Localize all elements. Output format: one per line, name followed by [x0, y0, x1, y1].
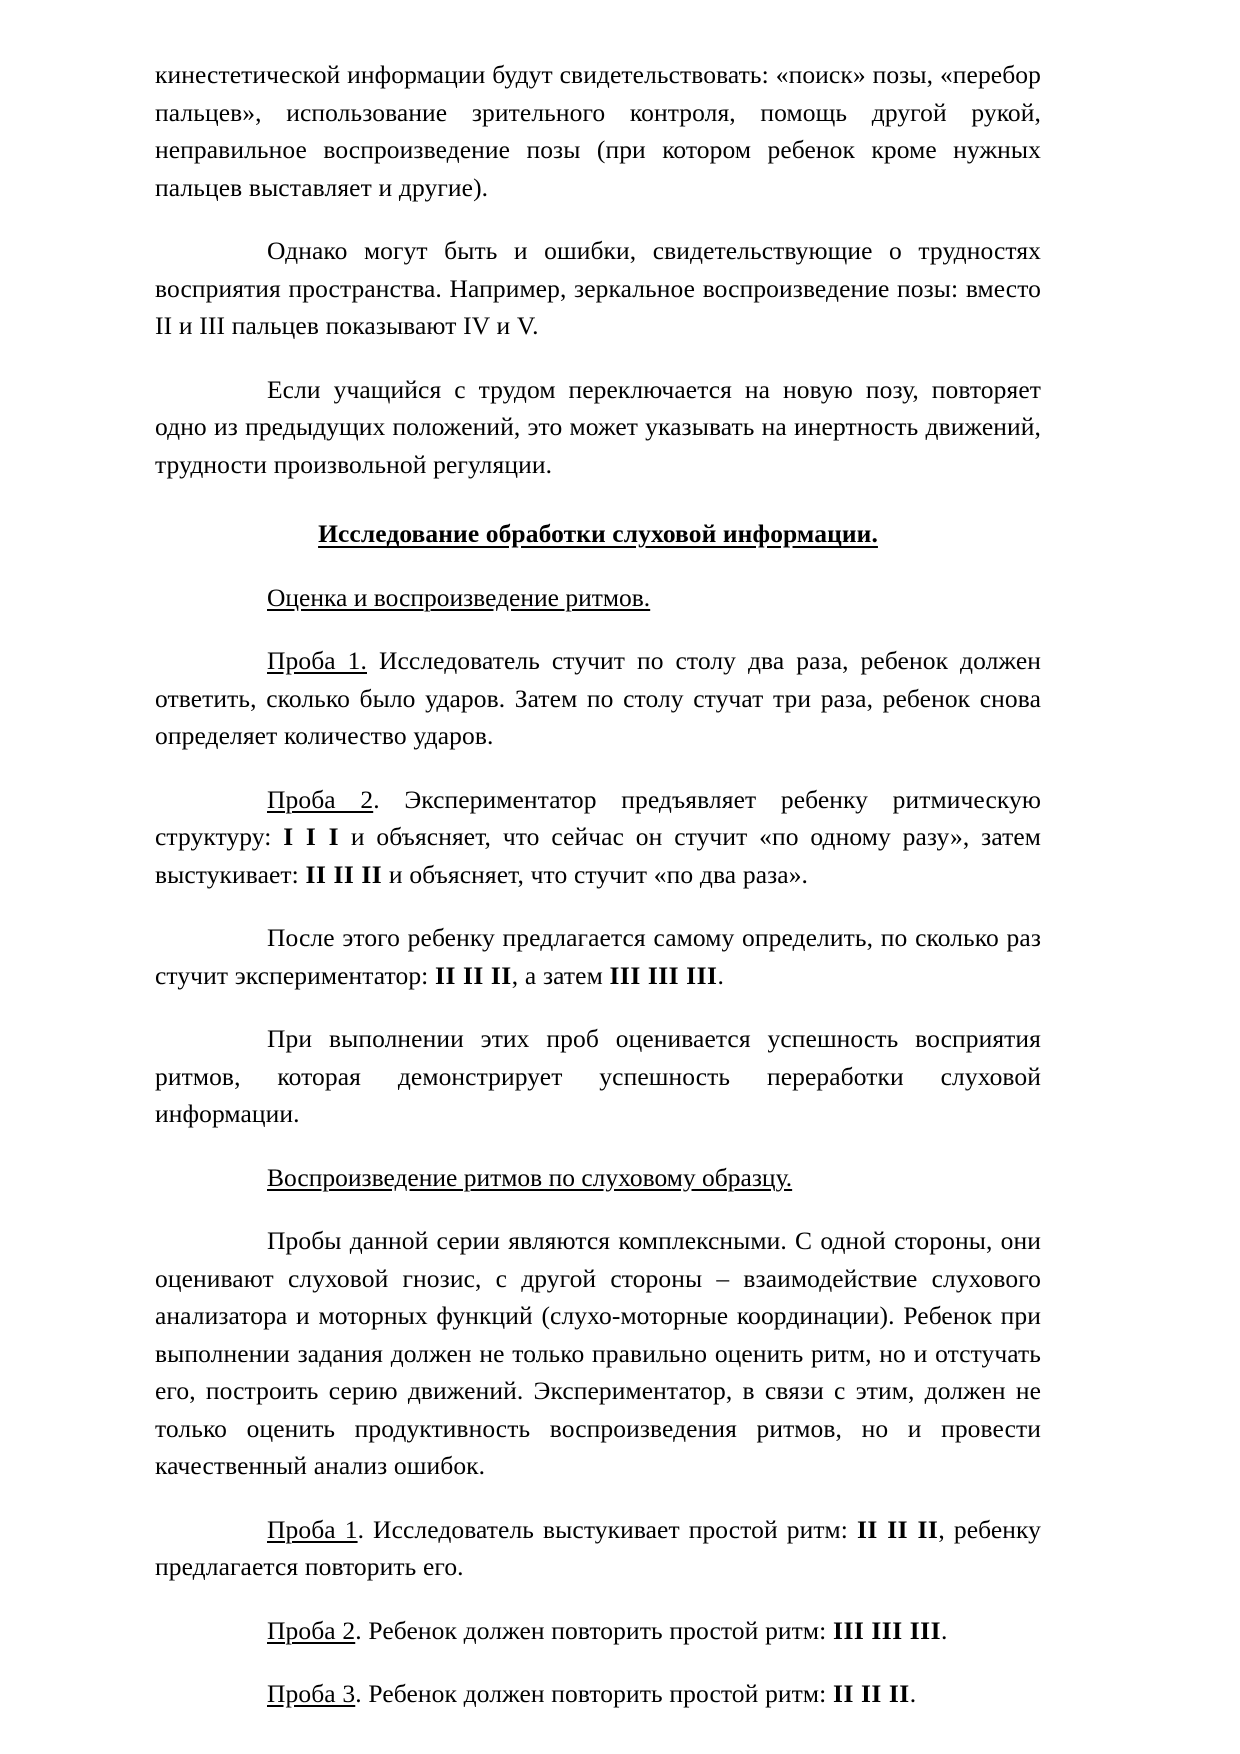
paragraph-spacer: [155, 755, 1041, 781]
paragraph-spacer: [155, 1586, 1041, 1612]
probe-label-1: Проба 1.: [267, 646, 367, 675]
child-determines-text-part1: После этого ребенку предлагается самому определить, по сколько раз стучит экспериментатор:: [155, 923, 1041, 990]
subheading-rhythm-assessment: [155, 579, 1041, 617]
probe-label-2: Проба 2: [267, 784, 374, 814]
paragraph-spacer: [155, 893, 1041, 919]
probe-2-simple-text-part2: .: [941, 1615, 948, 1645]
probe-2-rhythmic-structure: [155, 781, 1041, 894]
probe-3-simple-text-part2: .: [909, 1679, 917, 1708]
paragraph-spacer: [155, 1649, 1041, 1675]
probe-2-text-part2: и объясняет, что сейчас он стучит «по одному разу», затем выстукивает:: [155, 822, 1041, 889]
paragraph-spacer: [155, 1485, 1041, 1511]
child-determines-text-part2: , а затем: [511, 960, 610, 990]
probe-label-1: Проба 1: [267, 1514, 358, 1544]
paragraph-rhythm-perception-success: При выполнении этих проб оценивается успешность восприятия ритмов, которая демонстрирует успешность переработки слуховой информации.: [155, 1024, 1041, 1128]
section-heading-auditory-processing: Исследование обработки слуховой информации.: [318, 519, 878, 548]
probe-3-simple-text-part1: . Ребенок должен повторить простой ритм:: [355, 1679, 834, 1708]
subheading-spacer: [155, 553, 1041, 579]
paragraph-spacer: [155, 1196, 1041, 1222]
subheading-rhythm-reproduction-text: Воспроизведение ритмов по слуховому образцу.: [267, 1162, 793, 1192]
heading-spacer: [155, 483, 1041, 515]
probe-2-text-part1: . Экспериментатор предъявляет ребенку ритмическую структуру:: [155, 784, 1042, 851]
paragraph-spacer: [155, 616, 1041, 642]
probe-2-text-part3: и объясняет, что стучит «по два раза».: [382, 859, 809, 889]
rhythm-notation-double: II II II: [305, 859, 383, 889]
paragraph-child-determines-taps: [155, 919, 1041, 994]
paragraph-spacer: [155, 345, 1041, 371]
rhythm-notation-triple: III III III: [609, 960, 718, 990]
paragraph-kinesthetic-errors: кинестетической информации будут свидетельствовать: «поиск» позы, «перебор пальцев», использование зрительного контроля, помощь другой рукой, неправильное воспроизведение позы (при котором ребенок кроме нужных пальцев выставляет и другие).: [155, 60, 1041, 202]
subheading-spacer: [155, 1133, 1041, 1159]
probe-1-simple-text-part1: . Исследователь выстукивает простой ритм:: [357, 1514, 857, 1544]
probe-label-2: Проба 2: [267, 1615, 356, 1645]
rhythm-notation-double: II II II: [857, 1514, 939, 1544]
probe-2-simple-rhythm: [155, 1612, 1041, 1650]
child-determines-text-part3: .: [717, 960, 724, 990]
rhythm-notation-double: II II II: [435, 960, 512, 990]
rhythm-notation-single: I I I: [283, 822, 339, 851]
probe-1-simple-text-part2: , ребенку предлагается повторить его.: [155, 1514, 1041, 1581]
probe-label-3: Проба 3: [267, 1679, 356, 1708]
paragraph-spatial-perception-errors: Однако могут быть и ошибки, свидетельствующие о трудностях восприятия пространства. Например, зеркальное воспроизведение позы: вместо II и III пальцев показывают IV и V.: [155, 236, 1041, 340]
paragraph-spacer: [155, 994, 1041, 1020]
rhythm-notation-triple: III III III: [833, 1615, 941, 1645]
subheading-rhythm-assessment-text: Оценка и воспроизведение ритмов.: [267, 582, 651, 612]
paragraph-inertness-of-movement: Если учащийся с трудом переключается на новую позу, повторяет одно из предыдущих положений, это может указывать на инертность движений, трудности произвольной регуляции.: [155, 374, 1041, 479]
probe-1-table-taps: [155, 642, 1041, 755]
probe-3-simple-rhythm: [155, 1675, 1041, 1713]
probe-1-simple-rhythm: [155, 1511, 1041, 1586]
paragraph-complex-probes-description: Пробы данной серии являются комплексными. С одной стороны, они оценивают слуховой гнозис, с другой стороны – взаимодействие слухового анализатора и моторных функций (слухо-моторные координации). Ребенок при выполнении задания должен не только правильно оценить ритм, но и отстучать его, построить серию движений. Экспериментатор, в связи с этим, должен не только оценить продуктивность воспроизведения ритмов, но и провести качественный анализ ошибок.: [155, 1226, 1041, 1480]
document-body: [155, 56, 1041, 1713]
paragraph-spacer: [155, 206, 1041, 232]
subheading-rhythm-reproduction: [155, 1159, 1041, 1197]
probe-2-simple-text-part1: . Ребенок должен повторить простой ритм:: [355, 1615, 834, 1645]
rhythm-notation-double: II II II: [833, 1679, 910, 1708]
probe-1-text: Исследователь стучит по столу два раза, ребенок должен ответить, сколько было ударов. Затем по столу стучат три раза, ребенок снова определяет количество ударов.: [155, 646, 1041, 750]
